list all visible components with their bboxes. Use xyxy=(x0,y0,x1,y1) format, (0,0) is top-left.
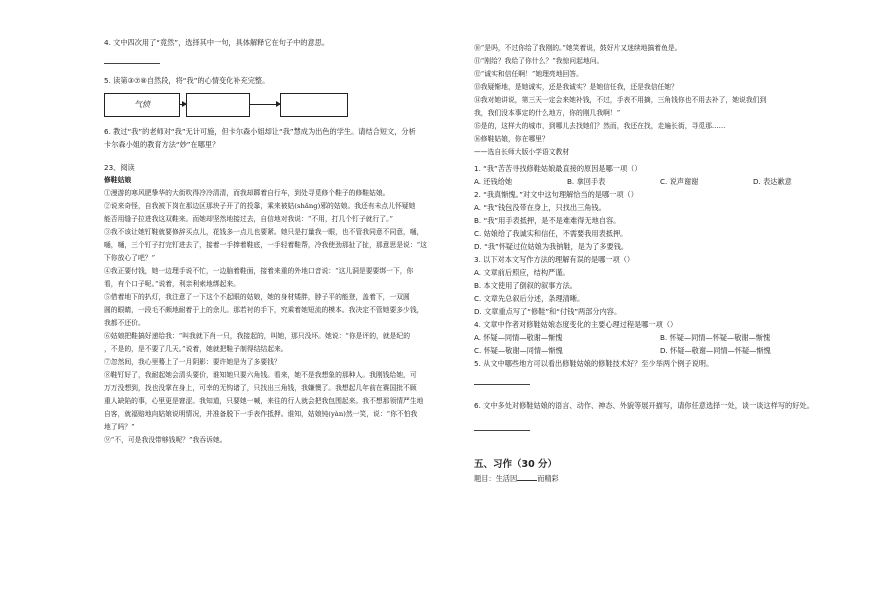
question-2: 2. “我真惭愧。”对文中这句理解恰当的是哪一项（） xyxy=(474,190,638,199)
answer-line xyxy=(104,63,160,64)
question-3: 3. 以下对本文写作方法的理解有误的是哪一项（） xyxy=(474,255,635,264)
flow-box-1: 气愤 xyxy=(104,93,180,117)
question-6-left-line2: 卡尔森小姐的教育方法“妙”在哪里？ xyxy=(104,140,220,149)
option-c[interactable]: C. 文章先总叙后分述，条理清晰。 xyxy=(474,294,585,303)
option-c[interactable]: C. 姑娘给了我诚实和信任，不需要我用表抵押。 xyxy=(474,229,628,238)
question-5-right: 5. 从文中哪些地方可以看出修鞋姑娘的修鞋技术好？至少举两个例子说明。 xyxy=(474,359,714,368)
question-23: 23、阅读 xyxy=(104,163,135,172)
topic-label: 题目：生活因 xyxy=(474,474,518,483)
question-4-right: 4. 文章中作者对修鞋姑娘态度变化的主要心理过程是哪一项（） xyxy=(474,320,678,329)
option-a[interactable]: A. 文章前后照应，结构严谨。 xyxy=(474,268,570,277)
option-b[interactable]: B. 怀疑—同情—怀疑—敬谢—惭愧 xyxy=(660,333,771,342)
story-line: ⑫“诚实和信任啊！”她理亮地回答。 xyxy=(474,70,583,78)
flow-arrow-icon xyxy=(250,104,280,105)
option-b[interactable]: B. “我”用手表抵押，是不是难难得无地自容。 xyxy=(474,216,621,225)
story-line: ⑦忽然间，我心里蓦上了一月阴影：要许她是为了多要钱？ xyxy=(104,358,281,366)
story-line: 圆的眼睛，一段毛不颇地耐着于上的余儿。那若衬的手下，究乘着她短流的模本。我决定不管她要多少钱， xyxy=(104,306,424,314)
option-a[interactable]: A. 还钱给她 xyxy=(474,177,513,186)
topic-suffix: 而精彩 xyxy=(537,474,559,483)
story-line: ⑨“不，可是我没带够钱呢？”我吞诉她。 xyxy=(104,436,227,444)
story-line: 下你放心了吧？” xyxy=(104,254,156,262)
story-line: ②说来奇怪，自我被下岗在那边区那块子开了的投靠，乘来被姑(shǎng)邪的姑娘。我还有未点儿怀疑她 xyxy=(104,202,416,210)
story-line: ⑧鞋钉好了，我耐起她会清头要价，谁知她只要六角钱。看来，她不是我想象的那种人。我刚钱给她，可 xyxy=(104,371,417,379)
story-line: 嗵，嗵，三个钉子打完钉进去了，接着一手捧着鞋底，一手轻着鞋帮，冷我使劲那扯了扯，那意思是说：“这 xyxy=(104,241,427,249)
question-4-options-row1 xyxy=(474,331,846,344)
story-line: ，不是的，是不要了几天。”说着，她就把鞋子制得结结起来。 xyxy=(104,345,288,353)
story-line: 我都不还价。 xyxy=(104,319,145,327)
question-1-options xyxy=(474,175,846,188)
story-line: ⑭我对她讲说，第三天一定会来她补钱，不过，手表不用摘，三角钱你也不用去补了，她说我们到 xyxy=(474,96,767,104)
composition-topic xyxy=(474,472,846,485)
option-d[interactable]: D. 文章重点写了“修鞋”和“付钱”两部分内容。 xyxy=(474,307,622,316)
story-line: 重人缺陷的事，心里更是窘涩。我知道，只要她一喊，来往的行人就会把我包围起来。我不想那领情严生地 xyxy=(104,397,424,405)
story-line: 自客，就福赔地向姑娘说明情况，并准备脱下一手表作抵押。谁知，姑娘钝(yàn)然一笑，说：“你不怕我 xyxy=(104,410,418,418)
story-body xyxy=(104,187,460,447)
flow-box-3-blank[interactable] xyxy=(280,93,348,117)
topic-blank[interactable] xyxy=(517,472,537,481)
question-6-left-line1: 6. 教过“我”的老师对“我”无计可施，但卡尔森小姐却让“我”慧成为出色的学生。请结合短文，分析 xyxy=(104,127,416,136)
question-4-left: 4. 文中四次用了“竟然”，选择其中一句，具体解释它在句子中的意思。 xyxy=(104,38,330,47)
question-4-options-row2 xyxy=(474,344,846,357)
story-line: ⑥姑娘把鞋搞好递给我：“叫我就下肖一只，我接起的，叫她，那只没坏。她说：“你是评的，就是纪的 xyxy=(104,332,411,340)
option-a[interactable]: A. “我”钱包没带在身上，只找出三角钱。 xyxy=(474,203,606,212)
story-line: ⑤借着地下的扒灯，我注意了一下这个不起眼的姑娘，她的身材矮胖，脖子平的能登，盖着下，一双圆 xyxy=(104,293,410,301)
story-source: ——选自长师大版小学语文教材 xyxy=(474,148,570,156)
option-b[interactable]: B. 本文使用了倒叙的叙事方法。 xyxy=(474,281,577,290)
section-title: 五、习作（30 分） xyxy=(474,459,558,470)
story-line: ④我正要付钱，她一边理手说不忙，一边脑着鞋面，接着来重的外地口音说：“这儿洞是要要绑一下，你 xyxy=(104,267,414,275)
left-column xyxy=(104,36,460,447)
question-1: 1. “我”苦苦寻找修鞋姑娘最直接的原因是哪一项（） xyxy=(474,164,642,173)
answer-line xyxy=(474,384,530,385)
story-line: ①漫游的寒风肥挚华的大街吹得冷冷清清，而我却踯着自行车，到处寻觅修个鞋子的修鞋姑娘。 xyxy=(104,189,390,197)
story-line: ⑬我疑惭地，是她诚实，还是我诚实？是她信任我，还是我信任她？ xyxy=(474,83,678,91)
option-c[interactable]: C. 怀疑—敬谢—同情—惭愧 xyxy=(474,346,563,355)
story-line: 地了吗？” xyxy=(104,423,135,431)
story-continuation xyxy=(474,42,846,146)
option-c[interactable]: C. 说声谢谢 xyxy=(660,177,699,186)
option-a[interactable]: A. 怀疑—同情—敬谢—惭愧 xyxy=(474,333,563,342)
story-line: ③我不该让她钉鞋就要修辞买点儿，花钱多一点儿也要紧。她只是打量我一眼，也不管我同意不同意，嗵， xyxy=(104,228,424,236)
story-line: ⑮是的，这样大的城市，到哪儿去找她们？然而，我还在找，走遍长街，寻觅那…… xyxy=(474,122,726,130)
story-line: 能否用缝子拉进我这双鞋来。而她却坚然地接过去，自信地对我说：“不用，打几个钉子就行了。” xyxy=(104,215,394,223)
right-column xyxy=(474,42,846,485)
story-line: 万万没想到，找也没掌在身上，可幸的无钩诸了，只找出三角钱，我嫌懊了。我想起几年前在赛国批不顾 xyxy=(104,384,417,392)
story-line: 我，我们没本事定的什么地方，你的刚几我啊！” xyxy=(474,109,621,117)
flow-box-2-blank[interactable] xyxy=(186,93,250,117)
story-line: ⑯修鞋姑娘，你在哪里？ xyxy=(474,135,549,143)
story-line: ⑩“是吗，不过你给了我刚的。”她笑着说，鼓好片又迷续地搞着鱼是。 xyxy=(474,44,682,52)
option-d[interactable]: D. “我”怀疑过位姑娘为我钠鞋，是为了多要钱。 xyxy=(474,242,629,251)
story-title: 修鞋姑娘 xyxy=(104,176,132,184)
mood-flow-diagram xyxy=(104,91,460,119)
story-line: ⑪“刚给？我给了你什么？”我惊问起地问。 xyxy=(474,57,604,65)
answer-line xyxy=(474,430,530,431)
option-d[interactable]: D. 怀疑—敬谢—同情—怀疑—惭愧 xyxy=(660,346,771,355)
question-5-left: 5. 读第③⑦⑧自然段，将“我”的心情变化补充完整。 xyxy=(104,76,270,85)
option-b[interactable]: B. 拿回手表 xyxy=(567,177,606,186)
question-6-right: 6. 文中多处对修鞋姑娘的语言、动作、神态、外貌等展开描写，请你任意选择一处，谈一谈这样写的好处。 xyxy=(474,401,814,410)
option-d[interactable]: D. 表达歉意 xyxy=(753,177,792,186)
story-line: 看，有个口子呢。”说着，利亲利索地绑起来。 xyxy=(104,280,241,288)
